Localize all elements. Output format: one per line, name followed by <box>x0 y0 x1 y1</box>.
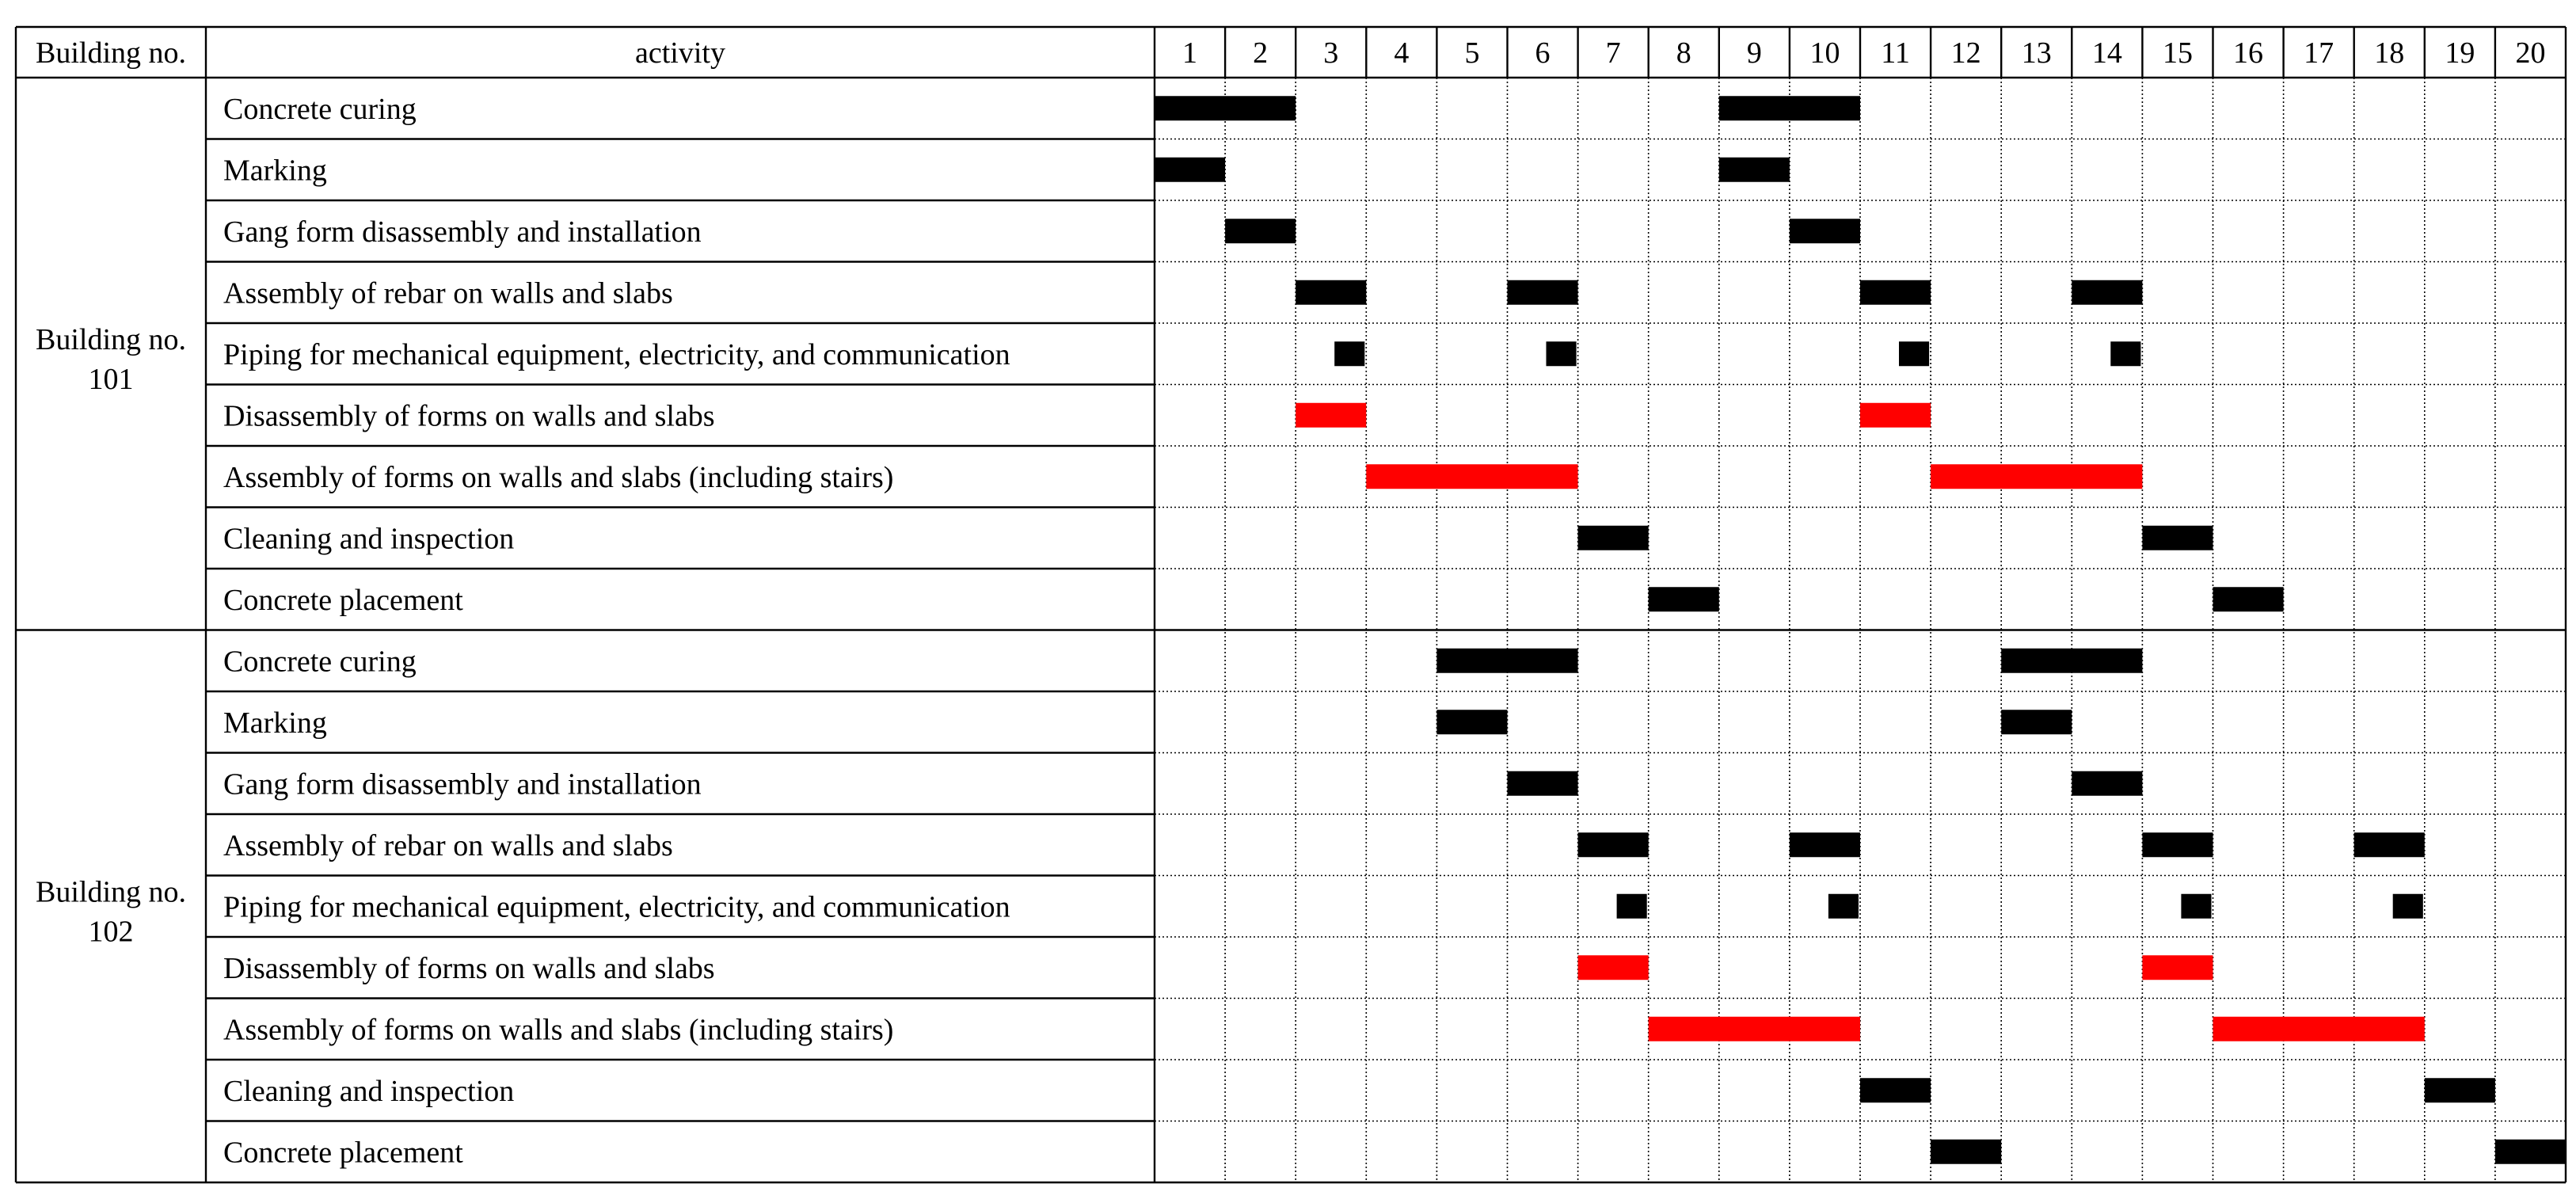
gantt-bar <box>2110 341 2140 366</box>
gantt-bar <box>1366 464 1577 489</box>
activity-label: Concrete placement <box>223 583 463 617</box>
gantt-bar <box>1334 341 1364 366</box>
activity-label: Gang form disassembly and installation <box>223 215 702 249</box>
gantt-bar <box>2142 526 2213 550</box>
gantt-bar <box>2393 894 2423 919</box>
gantt-bar <box>1578 832 1649 857</box>
gantt-bar <box>2425 1078 2495 1102</box>
gantt-bar <box>2001 649 2142 673</box>
period-label: 11 <box>1881 36 1910 70</box>
period-label: 1 <box>1182 36 1198 70</box>
gantt-bar <box>1931 464 2142 489</box>
header-building-column: Building no. <box>35 36 187 70</box>
activity-label: Assembly of forms on walls and slabs (including stairs) <box>223 460 894 494</box>
gantt-bar <box>2072 771 2142 796</box>
gantt-bar <box>1578 955 1649 980</box>
activity-label: Marking <box>223 706 327 740</box>
activity-label: Concrete placement <box>223 1136 463 1170</box>
gantt-bar <box>1508 771 1578 796</box>
table-labels <box>36 36 2545 1169</box>
activity-label: Assembly of forms on walls and slabs (including stairs) <box>223 1013 894 1047</box>
activity-label: Concrete curing <box>223 92 417 126</box>
period-label: 16 <box>2233 36 2264 70</box>
gantt-bar <box>1296 280 1366 305</box>
gantt-bar <box>1860 1078 1931 1102</box>
period-label: 5 <box>1464 36 1480 70</box>
building-label: Building no. <box>35 322 187 356</box>
period-label: 9 <box>1746 36 1762 70</box>
period-label: 13 <box>2021 36 2052 70</box>
gantt-bar <box>1436 710 1507 734</box>
gantt-bar <box>1547 341 1577 366</box>
activity-label: Cleaning and inspection <box>223 522 515 556</box>
period-label: 2 <box>1253 36 1269 70</box>
activity-label: Assembly of rebar on walls and slabs <box>223 828 673 862</box>
gantt-bar <box>1790 832 1860 857</box>
building-number: 102 <box>88 915 134 949</box>
gantt-bar <box>2181 894 2211 919</box>
activity-label: Cleaning and inspection <box>223 1074 515 1108</box>
activity-label: Piping for mechanical equipment, electricity, and communication <box>223 890 1010 924</box>
gantt-bar <box>1578 526 1649 550</box>
building-label: Building no. <box>35 875 187 909</box>
building-number: 101 <box>88 362 134 396</box>
period-label: 14 <box>2091 36 2122 70</box>
gantt-bar <box>1719 158 1790 182</box>
activity-label: Gang form disassembly and installation <box>223 767 702 801</box>
activity-label: Disassembly of forms on walls and slabs <box>223 399 715 433</box>
gantt-bar <box>1649 587 1719 611</box>
gantt-bar <box>1719 96 1860 120</box>
gantt-bar <box>1828 894 1859 919</box>
gantt-bar <box>1155 158 1225 182</box>
gantt-bar <box>2354 832 2425 857</box>
gantt-bar <box>1860 280 1931 305</box>
gantt-bar <box>1860 403 1931 428</box>
activity-label: Assembly of rebar on walls and slabs <box>223 276 673 310</box>
gantt-bar <box>2213 1017 2425 1041</box>
activity-label: Concrete curing <box>223 645 417 679</box>
gantt-bar <box>2142 832 2213 857</box>
gantt-bar <box>2001 710 2072 734</box>
period-label: 7 <box>1605 36 1621 70</box>
gantt-bar <box>1649 1017 1860 1041</box>
gantt-bar <box>1436 649 1577 673</box>
activity-label: Disassembly of forms on walls and slabs <box>223 951 715 985</box>
gantt-bar <box>1508 280 1578 305</box>
period-label: 4 <box>1394 36 1410 70</box>
gantt-bar <box>2495 1140 2566 1164</box>
gantt-bar <box>1790 219 1860 243</box>
gantt-bar <box>1155 96 1296 120</box>
period-label: 8 <box>1676 36 1691 70</box>
gantt-bar <box>1296 403 1366 428</box>
period-label: 15 <box>2162 36 2193 70</box>
gantt-bar <box>1617 894 1647 919</box>
period-label: 17 <box>2304 36 2334 70</box>
gantt-bar <box>2072 280 2142 305</box>
period-label: 12 <box>1950 36 1981 70</box>
period-label: 18 <box>2374 36 2405 70</box>
gantt-bar <box>1225 219 1296 243</box>
period-label: 10 <box>1809 36 1840 70</box>
gantt-bar <box>1899 341 1929 366</box>
period-label: 6 <box>1535 36 1551 70</box>
period-label: 20 <box>2515 36 2546 70</box>
activity-label: Marking <box>223 154 327 188</box>
header-activity-column: activity <box>635 36 725 70</box>
period-label: 19 <box>2445 36 2475 70</box>
gantt-bar <box>2213 587 2284 611</box>
activity-label: Piping for mechanical equipment, electricity, and communication <box>223 337 1010 371</box>
gantt-bar <box>2142 955 2213 980</box>
gantt-bar <box>1931 1140 2001 1164</box>
period-label: 3 <box>1323 36 1339 70</box>
